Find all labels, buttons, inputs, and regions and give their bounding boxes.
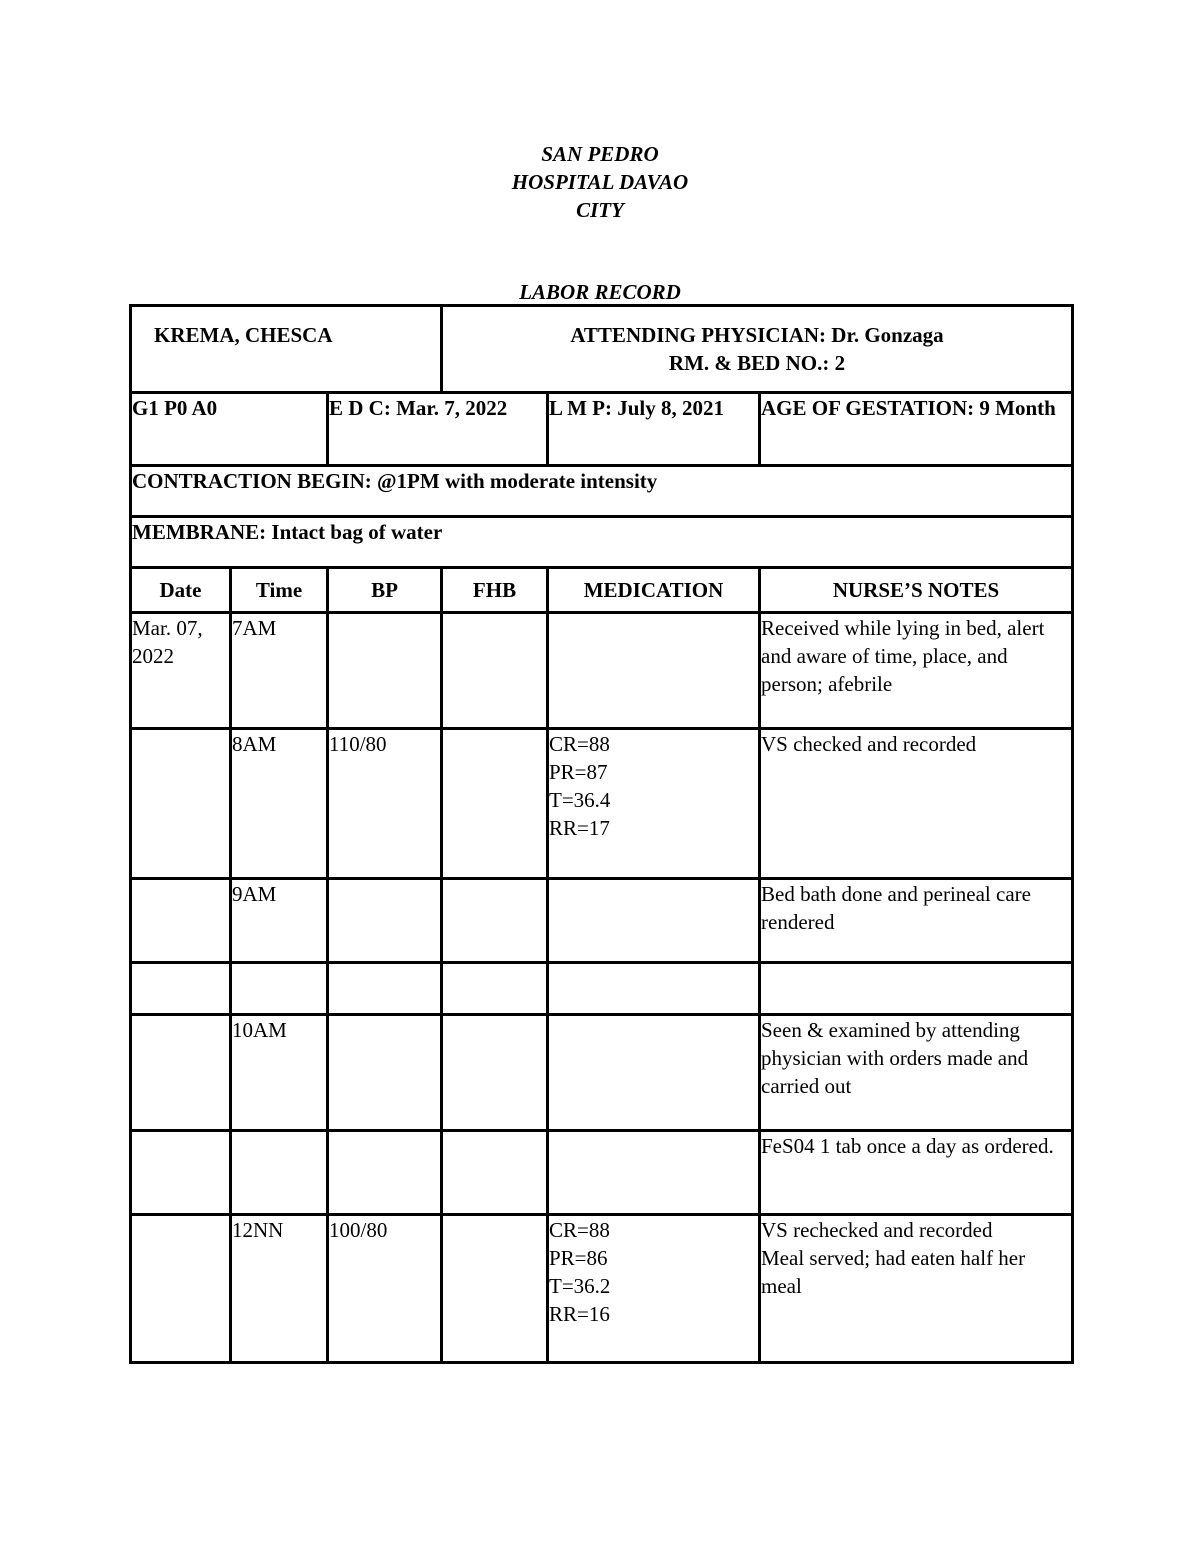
col-nurses-notes: NURSE’S NOTES <box>760 568 1073 613</box>
cell-bp <box>328 613 442 729</box>
cell-medication: CR=88 PR=86 T=36.2 RR=16 <box>548 1215 760 1363</box>
hospital-name-line2: HOSPITAL DAVAO <box>511 170 689 194</box>
cell-medication <box>548 879 760 963</box>
cell-fhb <box>442 1215 548 1363</box>
cell-notes: VS rechecked and recorded Meal served; had eaten half her meal <box>760 1215 1073 1363</box>
cell-bp: 110/80 <box>328 729 442 879</box>
cell-fhb <box>442 1131 548 1215</box>
table-row <box>131 1215 1073 1363</box>
contraction-begin: CONTRACTION BEGIN: @1PM with moderate intensity <box>131 466 1073 517</box>
cell-bp: 100/80 <box>328 1215 442 1363</box>
col-fhb: FHB <box>442 568 548 613</box>
cell-medication <box>548 613 760 729</box>
cell-time <box>231 963 328 1015</box>
col-time: Time <box>231 568 328 613</box>
cell-notes: VS checked and recorded <box>760 729 1073 879</box>
col-bp: BP <box>328 568 442 613</box>
cell-notes: Received while lying in bed, alert and aware of time, place, and person; afebrile <box>760 613 1073 729</box>
col-date: Date <box>131 568 231 613</box>
cell-medication <box>548 1015 760 1131</box>
cell-date <box>131 963 231 1015</box>
cell-notes <box>760 963 1073 1015</box>
cell-bp <box>328 879 442 963</box>
cell-fhb <box>442 729 548 879</box>
cell-date <box>131 1131 231 1215</box>
col-medication: MEDICATION <box>548 568 760 613</box>
labor-record-table <box>129 304 1074 1364</box>
table-row <box>131 879 1073 963</box>
cell-fhb <box>442 879 548 963</box>
edc: E D C: Mar. 7, 2022 <box>328 393 548 466</box>
gravida-para-abortus: G1 P0 A0 <box>131 393 328 466</box>
cell-fhb <box>442 963 548 1015</box>
cell-bp <box>328 963 442 1015</box>
record-title: LABOR RECORD <box>519 280 681 304</box>
cell-medication <box>548 963 760 1015</box>
attending-physician: ATTENDING PHYSICIAN: Dr. Gonzaga <box>570 323 944 347</box>
cell-time: 9AM <box>231 879 328 963</box>
cell-fhb <box>442 613 548 729</box>
column-header-row <box>131 568 1073 613</box>
cell-fhb <box>442 1015 548 1131</box>
cell-time <box>231 1131 328 1215</box>
cell-time: 8AM <box>231 729 328 879</box>
hospital-name-line3: CITY <box>576 198 624 222</box>
cell-bp <box>328 1015 442 1131</box>
age-of-gestation: AGE OF GESTATION: 9 Month <box>760 393 1073 466</box>
cell-bp <box>328 1131 442 1215</box>
cell-date <box>131 1215 231 1363</box>
lmp: L M P: July 8, 2021 <box>548 393 760 466</box>
cell-medication <box>548 1131 760 1215</box>
patient-name: KREMA, CHESCA <box>131 306 442 393</box>
room-bed-number: RM. & BED NO.: 2 <box>668 351 846 375</box>
cell-date: Mar. 07, 2022 <box>131 613 231 729</box>
table-row <box>131 1131 1073 1215</box>
cell-time: 12NN <box>231 1215 328 1363</box>
physician-cell <box>442 306 1073 393</box>
cell-notes: Seen & examined by attending physician with orders made and carried out <box>760 1015 1073 1131</box>
cell-medication: CR=88 PR=87 T=36.4 RR=17 <box>548 729 760 879</box>
cell-date <box>131 729 231 879</box>
hospital-name-line1: SAN PEDRO <box>541 142 659 166</box>
table-row <box>131 963 1073 1015</box>
cell-date <box>131 879 231 963</box>
cell-notes: FeS04 1 tab once a day as ordered. <box>760 1131 1073 1215</box>
table-row <box>131 729 1073 879</box>
cell-date <box>131 1015 231 1131</box>
hospital-header <box>0 140 1200 224</box>
membrane-status: MEMBRANE: Intact bag of water <box>131 517 1073 568</box>
table-row <box>131 1015 1073 1131</box>
table-row <box>131 613 1073 729</box>
cell-time: 10AM <box>231 1015 328 1131</box>
cell-time: 7AM <box>231 613 328 729</box>
cell-notes: Bed bath done and perineal care rendered <box>760 879 1073 963</box>
